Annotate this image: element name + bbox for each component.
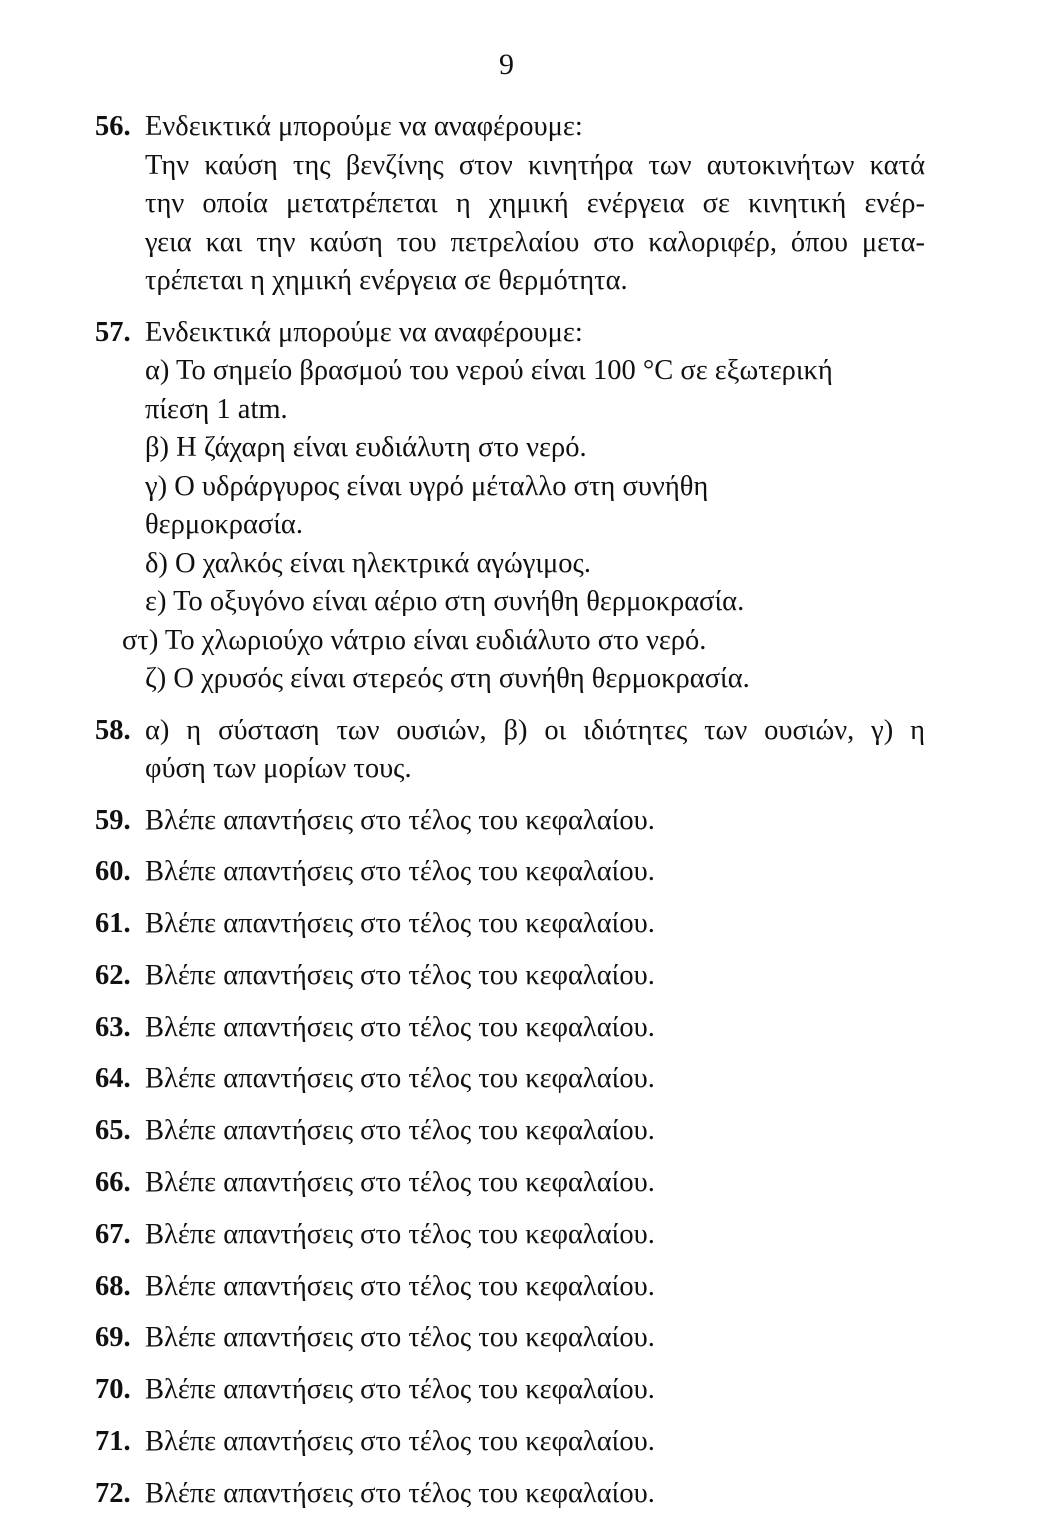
answer-item-57	[95, 314, 925, 699]
item-number: 71.	[95, 1426, 131, 1458]
answer-item-70	[95, 1371, 925, 1410]
item-text: Βλέπε απαντήσεις στο τέλος του κεφαλαίου.	[145, 1167, 655, 1199]
answer-item-68	[95, 1268, 925, 1307]
answer-item-56	[95, 108, 925, 301]
answer-item-61	[95, 905, 925, 944]
item-number: 61.	[95, 908, 131, 940]
item-text: Βλέπε απαντήσεις στο τέλος του κεφαλαίου.	[145, 1115, 655, 1147]
item-number: 57.	[95, 316, 131, 348]
item-number: 64.	[95, 1063, 131, 1095]
item-number: 63.	[95, 1011, 131, 1043]
item-number: 62.	[95, 959, 131, 991]
item-text: Βλέπε απαντήσεις στο τέλος του κεφαλαίου.	[145, 1218, 655, 1250]
item-number: 72.	[95, 1477, 131, 1509]
item-text: Βλέπε απαντήσεις στο τέλος του κεφαλαίου.	[145, 1374, 655, 1406]
item-text: Βλέπε απαντήσεις στο τέλος του κεφαλαίου.	[145, 908, 655, 940]
option-line: ε) Το οξυγόνο είναι αέριο στη συνήθη θερμοκρασία.	[145, 586, 745, 617]
item-text: Βλέπε απαντήσεις στο τέλος του κεφαλαίου.	[145, 1011, 655, 1043]
item-text: Βλέπε απαντήσεις στο τέλος του κεφαλαίου.	[145, 804, 655, 836]
option-line: α) Το σημείο βρασμού του νερού είναι 100 °C σε εξωτερική	[145, 355, 833, 386]
answer-item-60	[95, 853, 925, 892]
item-number: 59.	[95, 804, 131, 836]
option-line: δ) Ο χαλκός είναι ηλεκτρικά αγώγιμος.	[145, 547, 591, 579]
answer-item-64	[95, 1060, 925, 1099]
answer-item-58	[95, 712, 925, 789]
text-line: Την καύση της βενζίνης στον κινητήρα των αυτοκινήτων κατά	[145, 149, 925, 181]
answers-list	[95, 108, 925, 1527]
answer-item-67	[95, 1216, 925, 1255]
option-line: ζ) Ο χρυσός είναι στερεός στη συνήθη θερμοκρασία.	[145, 663, 750, 694]
answer-item-71	[95, 1423, 925, 1462]
text-line: τρέπεται η χημική ενέργεια σε θερμότητα.	[145, 265, 628, 296]
answer-item-62	[95, 957, 925, 996]
item-number: 60.	[95, 856, 131, 888]
answer-item-66	[95, 1164, 925, 1203]
answer-item-59	[95, 802, 925, 841]
item-intro: Ενδεικτικά μπορούμε να αναφέρουμε:	[145, 316, 583, 348]
item-text: Βλέπε απαντήσεις στο τέλος του κεφαλαίου.	[145, 1426, 655, 1458]
answer-item-69	[95, 1319, 925, 1358]
item-number: 65.	[95, 1115, 131, 1147]
option-line: γ) Ο υδράργυρος είναι υγρό μέταλλο στη συνήθη	[145, 470, 709, 502]
item-intro: Ενδεικτικά μπορούμε να αναφέρουμε:	[145, 111, 583, 142]
item-number: 66.	[95, 1167, 131, 1199]
answer-item-63	[95, 1009, 925, 1048]
page-number: 9	[499, 48, 514, 81]
option-line: θερμοκρασία.	[145, 509, 303, 540]
item-number: 69.	[95, 1322, 131, 1354]
answer-item-65	[95, 1112, 925, 1151]
item-number: 70.	[95, 1374, 131, 1406]
item-text: Βλέπε απαντήσεις στο τέλος του κεφαλαίου.	[145, 1322, 655, 1354]
item-text: Βλέπε απαντήσεις στο τέλος του κεφαλαίου.	[145, 1063, 655, 1095]
item-number: 56.	[95, 111, 131, 142]
item-text: Βλέπε απαντήσεις στο τέλος του κεφαλαίου.	[145, 959, 655, 991]
option-line: στ) Το χλωριούχο νάτριο είναι ευδιάλυτο στο νερό.	[122, 624, 707, 656]
text-line: γεια και την καύση του πετρελαίου στο καλοριφέρ, όπου μετα-	[145, 226, 925, 258]
item-number: 67.	[95, 1218, 131, 1250]
option-line: β) Η ζάχαρη είναι ευδιάλυτη στο νερό.	[145, 432, 587, 463]
item-text: Βλέπε απαντήσεις στο τέλος του κεφαλαίου.	[145, 1270, 655, 1302]
item-number: 58.	[95, 714, 131, 746]
text-line: α) η σύσταση των ουσιών, β) οι ιδιότητες των ουσιών, γ) η	[145, 714, 925, 746]
text-line: την οποία μετατρέπεται η χημική ενέργεια σε κινητική ενέρ-	[145, 188, 925, 219]
text-line: φύση των μορίων τους.	[145, 753, 412, 784]
item-text: Βλέπε απαντήσεις στο τέλος του κεφαλαίου.	[145, 856, 655, 888]
item-text: Βλέπε απαντήσεις στο τέλος του κεφαλαίου.	[145, 1477, 655, 1509]
option-line: πίεση 1 atm.	[145, 393, 288, 425]
item-number: 68.	[95, 1270, 131, 1302]
answer-item-72	[95, 1475, 925, 1514]
